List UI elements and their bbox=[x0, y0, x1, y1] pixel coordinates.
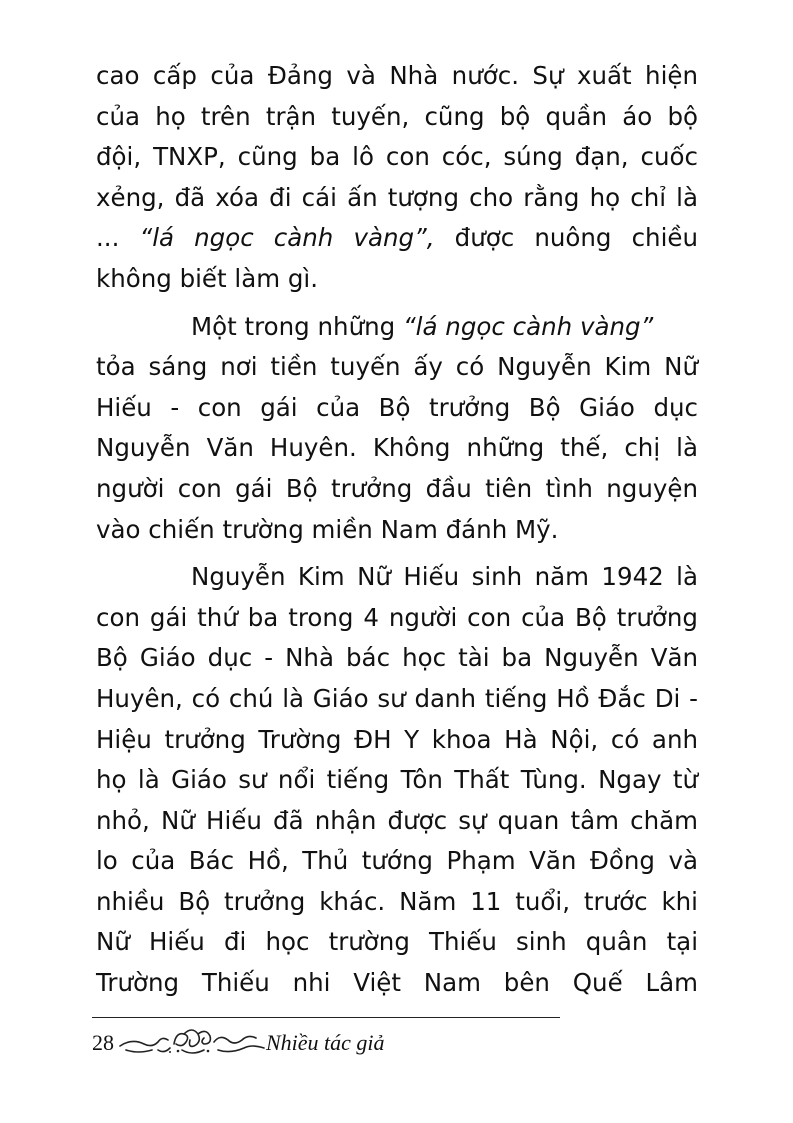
page-body bbox=[96, 56, 698, 1004]
footer-book-title: Nhiều tác giả bbox=[266, 1030, 385, 1055]
text-line: người con gái Bộ trưởng đầu tiên tình nguyện bbox=[96, 473, 698, 503]
text-line: Nguyễn Văn Huyên. Không những thế, chị là bbox=[96, 433, 698, 463]
quoted-phrase: “lá ngọc cành vàng” bbox=[402, 311, 654, 341]
text-line: Nữ Hiếu đi học trường Thiếu sinh quân tại bbox=[96, 927, 698, 957]
text-line: tỏa sáng nơi tiền tuyến ấy có Nguyễn Kim Nữ bbox=[96, 352, 698, 382]
text-line: vào chiến trường miền Nam đánh Mỹ. bbox=[96, 514, 559, 544]
text-fragment: được nuông chiều bbox=[454, 223, 698, 253]
text-line bbox=[96, 218, 698, 259]
text-line: con gái thứ ba trong 4 người con của Bộ trưởng bbox=[96, 602, 698, 632]
ellipsis: ... bbox=[96, 223, 120, 253]
text-line: Huyên, có chú là Giáo sư danh tiếng Hồ Đắc Di - bbox=[96, 683, 698, 713]
text-line: xẻng, đã xóa đi cái ấn tượng cho rằng họ chỉ là bbox=[96, 182, 698, 212]
text-line: Trường Thiếu nhi Việt Nam bên Quế Lâm bbox=[96, 968, 698, 998]
page-number: 28 bbox=[92, 1030, 114, 1055]
text-line: Bộ Giáo dục - Nhà bác học tài ba Nguyễn Văn bbox=[96, 643, 698, 673]
text-line: không biết làm gì. bbox=[96, 263, 319, 293]
paragraph-first-line bbox=[96, 307, 698, 348]
text-line: của họ trên trận tuyến, cũng bộ quần áo bộ bbox=[96, 101, 698, 131]
text-line: Hiếu - con gái của Bộ trưởng Bộ Giáo dục bbox=[96, 392, 698, 422]
text-line: Hiệu trưởng Trường ĐH Y khoa Hà Nội, có anh bbox=[96, 724, 698, 754]
text-line: lo của Bác Hồ, Thủ tướng Phạm Văn Đồng và bbox=[96, 846, 698, 876]
text-line: đội, TNXP, cũng ba lô con cóc, súng đạn, cuốc bbox=[96, 142, 698, 172]
text-line: cao cấp của Đảng và Nhà nước. Sự xuất hiện bbox=[96, 61, 698, 90]
footer-rule bbox=[92, 1017, 560, 1018]
flourish-ornament-icon bbox=[118, 1024, 268, 1058]
paragraph-first-line: Nguyễn Kim Nữ Hiếu sinh năm 1942 là bbox=[191, 562, 698, 592]
text-fragment: Một trong những bbox=[191, 311, 396, 341]
text-line: họ là Giáo sư nổi tiếng Tôn Thất Tùng. Ngay từ bbox=[96, 765, 698, 795]
text-line: nhỏ, Nữ Hiếu đã nhận được sự quan tâm chăm bbox=[96, 805, 698, 835]
quoted-phrase: “lá ngọc cành vàng”, bbox=[139, 223, 435, 253]
text-line: nhiều Bộ trưởng khác. Năm 11 tuổi, trước khi bbox=[96, 886, 698, 916]
